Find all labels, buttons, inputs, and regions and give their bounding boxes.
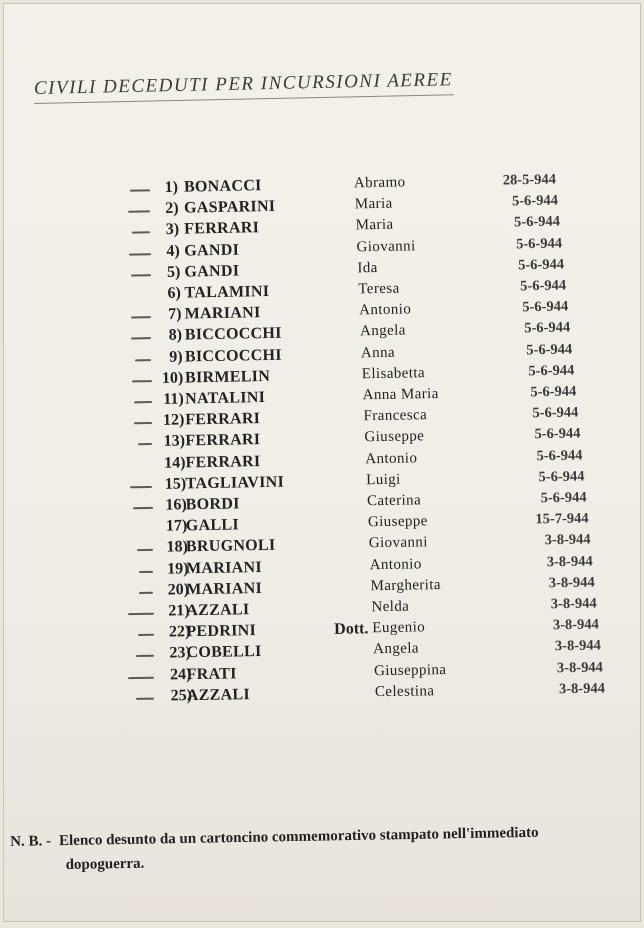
entry-first-name: Eugenio — [372, 619, 426, 637]
entry-number: 10) — [161, 369, 184, 387]
entry-number: 3) — [165, 220, 180, 238]
entry-date: 5-6-944 — [520, 277, 567, 295]
entry-first-name: Teresa — [358, 280, 400, 298]
entry-number: 20) — [167, 581, 190, 599]
entry-surname: NATALINI — [184, 389, 266, 408]
entry-date: 5-6-944 — [524, 319, 571, 337]
entry-surname: BICCOCCHI — [184, 324, 282, 344]
entry-date: 3-8-944 — [558, 680, 606, 698]
page-title: CIVILI DECEDUTI PER INCURSIONI AEREE — [33, 69, 453, 99]
entry-date: 5-6-944 — [513, 213, 561, 231]
entry-date: 5-6-944 — [538, 468, 585, 486]
entry-number: 2) — [165, 199, 179, 218]
entry-first-name: Angela — [359, 322, 406, 340]
entry-first-name: Anna Maria — [362, 385, 439, 404]
entry-surname: AZZALI — [186, 601, 250, 620]
entry-surname: PEDRINI — [186, 622, 257, 641]
footnote-line-1: Elenco desunto da un cartoncino commemorativo stampato nell'immediato — [58, 824, 539, 850]
entry-first-name: Giuseppina — [373, 662, 447, 680]
entry-number: 9) — [169, 348, 183, 366]
entry-number: 1) — [164, 178, 179, 197]
entry-date: 5-6-944 — [518, 256, 565, 274]
entry-date: 5-6-944 — [536, 447, 583, 465]
entry-first-name: Nelda — [371, 598, 410, 616]
entry-date: 5-6-944 — [526, 341, 573, 359]
entry-number: 11) — [163, 390, 184, 408]
entry-surname: TAGLIAVINI — [185, 473, 285, 493]
entry-date: 3-8-944 — [544, 531, 591, 549]
entry-date: 5-6-944 — [540, 489, 587, 507]
entry-first-name: Celestina — [374, 683, 435, 701]
entry-number: 19) — [167, 560, 189, 578]
entry-surname: BONACCI — [183, 177, 262, 196]
entry-date: 5-6-944 — [522, 298, 569, 316]
entry-number: 12) — [162, 411, 185, 429]
entry-number: 6) — [167, 284, 182, 302]
entry-number: 18) — [166, 538, 189, 556]
entry-date: 5-6-944 — [511, 192, 559, 210]
entry-number: 8) — [168, 326, 183, 344]
entry-date: 5-6-944 — [534, 425, 581, 443]
entry-first-name: Giovanni — [356, 238, 416, 256]
footnote — [10, 819, 636, 878]
entry-date: 3-8-944 — [554, 637, 601, 655]
entry-first-name: Luigi — [366, 471, 401, 489]
footnote-label: N. B. - — [10, 833, 52, 850]
entry-surname: FERRARI — [185, 410, 261, 429]
entry-surname: GANDI — [184, 241, 240, 260]
entry-first-name: Caterina — [366, 492, 422, 510]
entry-surname: GANDI — [184, 262, 240, 281]
footnote-line-2: dopoguerra. — [65, 855, 145, 874]
entry-date: 15-7-944 — [535, 510, 589, 528]
entry-date: 3-8-944 — [548, 574, 595, 592]
entry-first-name: Giuseppe — [364, 428, 425, 446]
entry-surname: FRATI — [186, 665, 237, 684]
entry-surname: AZZALI — [186, 686, 251, 705]
entry-number: 15) — [164, 475, 187, 493]
entry-surname: BRUGNOLI — [185, 536, 276, 556]
entry-date: 5-6-944 — [515, 235, 563, 253]
entry-date: 3-8-944 — [552, 616, 599, 634]
entry-first-name: Maria — [355, 216, 394, 234]
entry-first-name: Antonio — [365, 450, 418, 468]
entry-first-name: Margherita — [370, 577, 442, 595]
entry-date: 5-6-944 — [532, 404, 579, 422]
entry-first-name: Angela — [373, 640, 420, 658]
entry-first-name: Francesca — [363, 407, 428, 425]
entry-date: 3-8-944 — [546, 553, 593, 571]
entry-number: 7) — [167, 305, 182, 323]
entry-date: 28-5-944 — [502, 171, 557, 189]
entry-number: 14) — [164, 454, 186, 472]
entry-surname: BICCOCCHI — [184, 346, 282, 366]
entry-first-name: Anna — [360, 344, 396, 362]
entry-first-name: Giovanni — [368, 534, 428, 552]
entry-number: 25) — [170, 687, 193, 705]
entry-title-prefix: Dott. — [334, 620, 369, 638]
entry-surname: TALAMINI — [184, 282, 270, 302]
entry-surname: BIRMELIN — [184, 367, 271, 387]
entry-first-name: Antonio — [359, 301, 412, 319]
entry-surname: FERRARI — [185, 431, 261, 450]
entry-surname: MARIANI — [186, 580, 263, 599]
entry-number: 21) — [168, 602, 190, 620]
entry-surname: GASPARINI — [183, 197, 276, 217]
entry-surname: BORDI — [185, 495, 240, 514]
entry-surname: MARIANI — [185, 559, 263, 578]
entry-surname: MARIANI — [184, 304, 261, 323]
entry-number: 13) — [163, 432, 186, 450]
entry-date: 5-6-944 — [528, 362, 575, 380]
entry-first-name: Antonio — [369, 556, 422, 574]
entry-number: 23) — [169, 644, 191, 662]
document-page — [3, 3, 641, 922]
entry-first-name: Elisabetta — [361, 365, 426, 383]
entry-date: 3-8-944 — [556, 659, 604, 677]
entry-number: 17) — [165, 517, 188, 535]
entry-surname: FERRARI — [185, 453, 261, 472]
entry-first-name: Giuseppe — [367, 513, 428, 531]
entry-number: 22) — [168, 623, 191, 641]
entry-date: 5-6-944 — [530, 383, 577, 401]
entry-number: 16) — [165, 496, 187, 514]
entry-number: 24) — [169, 666, 192, 684]
entry-number: 4) — [166, 242, 180, 260]
entry-surname: GALLI — [185, 516, 240, 535]
entry-first-name: Ida — [357, 259, 378, 277]
entry-surname: FERRARI — [184, 219, 260, 238]
entry-number: 5) — [166, 263, 181, 281]
entry-surname: COBELLI — [186, 642, 262, 662]
entry-first-name: Abramo — [353, 174, 406, 192]
entry-date: 3-8-944 — [550, 595, 597, 613]
entry-first-name: Maria — [354, 195, 393, 213]
